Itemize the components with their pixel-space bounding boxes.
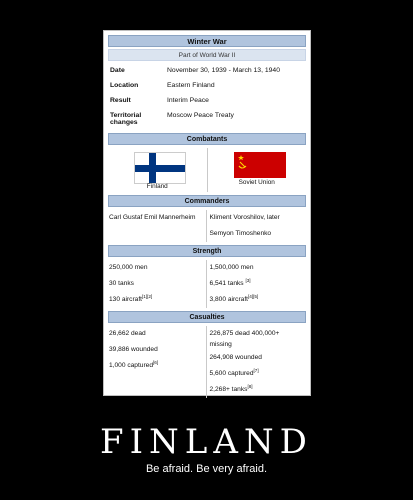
infobox-title: Winter War — [108, 35, 306, 47]
casualty-value: 1,000 captured[6] — [109, 359, 159, 369]
citation-link[interactable]: [1][2] — [142, 293, 153, 299]
fact-value[interactable]: Moscow Peace Treaty — [167, 112, 234, 119]
fact-key: Territorial changes — [110, 112, 142, 126]
section-strength: Strength — [108, 245, 306, 257]
casualties-row — [108, 326, 306, 398]
infobox — [108, 35, 306, 398]
citation-link[interactable]: [8] — [247, 383, 253, 389]
commander-name[interactable]: Semyon Timoshenko — [209, 230, 272, 237]
casualty-value: 2,268+ tanks[8] — [209, 383, 253, 393]
strength-value: 1,500,000 men — [209, 264, 254, 271]
soviet-flag-icon[interactable] — [234, 152, 286, 178]
infobox-frame — [103, 30, 311, 396]
strength-value: 130 aircraft[1][2] — [109, 293, 153, 303]
infobox-facts — [108, 67, 306, 126]
fact-key: Result — [110, 97, 131, 104]
combatant-soviet — [207, 148, 307, 192]
fact-value[interactable]: Eastern Finland — [167, 82, 215, 89]
fact-row-date — [108, 67, 306, 74]
commander-name[interactable]: Carl Gustaf Emil Mannerheim — [109, 214, 196, 221]
section-commanders: Commanders — [108, 195, 306, 207]
strength-row — [108, 260, 306, 308]
strength-value: 250,000 men — [109, 264, 148, 271]
section-combatants: Combatants — [108, 133, 306, 145]
casualty-value: 264,908 wounded — [209, 354, 262, 361]
commander-name[interactable]: Kliment Voroshilov, later — [209, 214, 280, 221]
strength-value: 30 tanks — [109, 280, 134, 287]
combatant-finland — [108, 148, 207, 192]
combatant-label[interactable]: Finland — [146, 183, 168, 190]
citation-link[interactable]: [7] — [253, 367, 259, 373]
casualty-value: 226,875 dead 400,000+ missing — [209, 330, 280, 348]
section-casualties: Casualties — [108, 311, 306, 323]
commanders-left — [108, 210, 206, 242]
poster-tagline: Be afraid. Be very afraid. — [145, 463, 268, 475]
fact-row-location — [108, 82, 306, 89]
strength-value: 6,541 tanks [3] — [209, 277, 251, 287]
casualty-value: 26,662 dead — [109, 330, 146, 337]
casualties-right — [206, 326, 307, 398]
commanders-right — [206, 210, 307, 242]
fact-key: Date — [110, 67, 125, 74]
casualties-left — [108, 326, 206, 398]
fact-key: Location — [110, 82, 139, 89]
finland-flag-icon[interactable] — [134, 152, 186, 184]
casualty-value: 39,886 wounded — [109, 346, 158, 353]
fact-row-result — [108, 97, 306, 104]
strength-value: 3,800 aircraft[4][5] — [209, 293, 259, 303]
poster-title: FINLAND — [100, 422, 313, 462]
strength-right — [206, 260, 307, 308]
fact-row-territorial — [108, 112, 306, 126]
strength-left — [108, 260, 206, 308]
combatants-row — [108, 148, 306, 192]
citation-link[interactable]: [4][5] — [247, 293, 259, 299]
fact-value[interactable]: Interim Peace — [167, 97, 209, 104]
citation-link[interactable]: [6] — [153, 359, 159, 365]
citation-link[interactable]: [3] — [245, 277, 251, 283]
combatant-label[interactable]: Soviet Union — [238, 179, 275, 186]
commanders-row — [108, 210, 306, 242]
infobox-part-of[interactable]: Part of World War II — [108, 49, 306, 61]
casualty-value: 5,600 captured[7] — [209, 367, 259, 377]
fact-value: November 30, 1939 - March 13, 1940 — [167, 67, 280, 74]
